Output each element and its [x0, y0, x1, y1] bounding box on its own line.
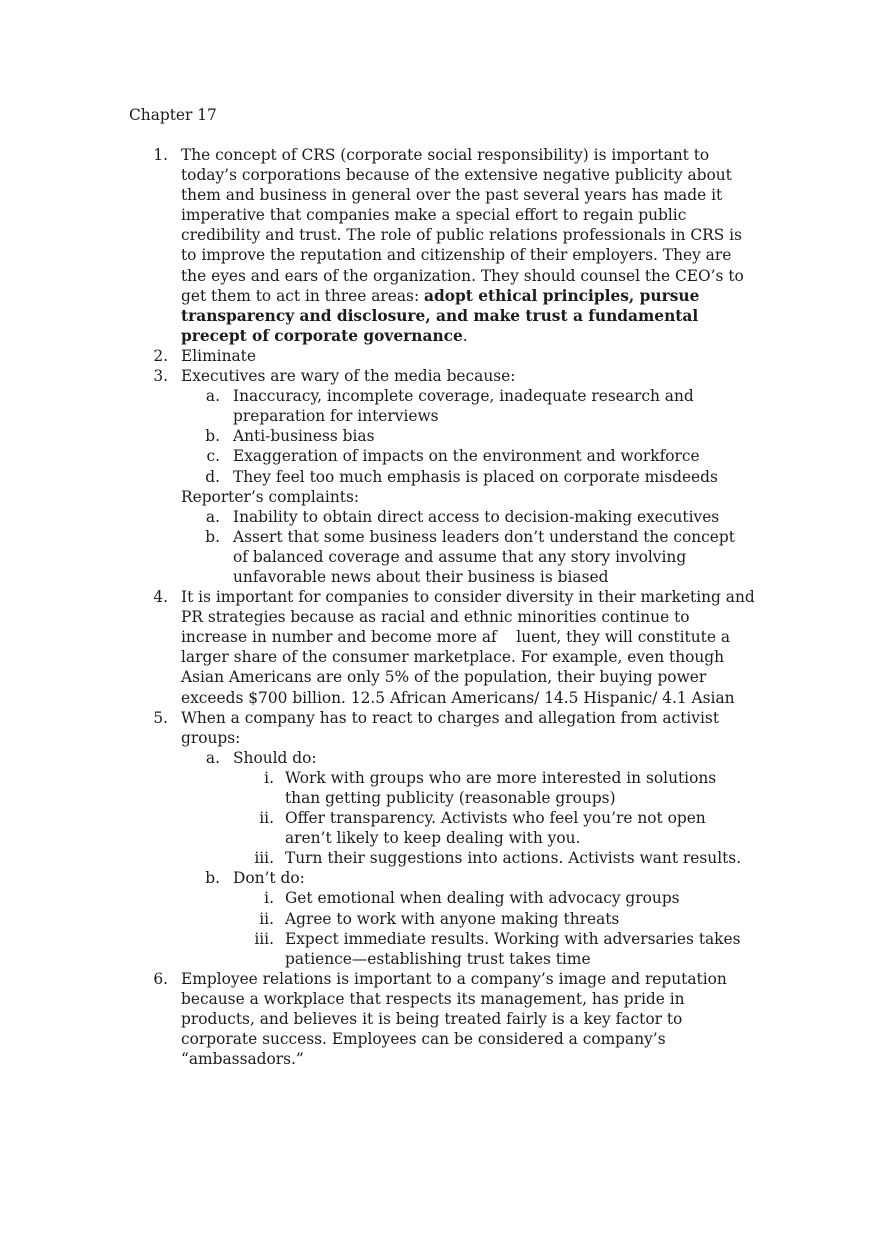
list-marker: 4.: [153, 588, 168, 607]
list-item-text: It is important for companies to consider diversity in their marketing and PR strategies because as racial and ethnic minorities continue to increase in number and become more af luent, they will constitute a larger share of the consumer marketplace. For example, even though Asian Americans are only 5% of the population, their buying power exceeds $700 billion. 12.5 African Americans/ 14.5 Hispanic/ 4.1 Asian: [181, 588, 760, 707]
list-item-text: Don’t do:: [233, 869, 305, 888]
list-item: [0, 708, 880, 748]
list-marker: i.: [264, 768, 274, 787]
list-item: [0, 366, 880, 386]
list-marker: a.: [205, 387, 220, 406]
list-marker: 3.: [153, 367, 168, 386]
list-marker: a.: [205, 748, 220, 767]
list-marker: 2.: [153, 346, 168, 365]
list-marker: b.: [205, 527, 220, 546]
list-item-text: Work with groups who are more interested in solutions than getting publicity (reasonable groups): [285, 768, 717, 807]
list-marker: c.: [206, 447, 220, 466]
list-item: [0, 346, 880, 366]
list-marker: 1.: [153, 146, 168, 164]
list-item: [0, 145, 880, 346]
sub-sub-list-item: [0, 768, 880, 808]
list-item-text: Inaccuracy, incomplete coverage, inadequate research and preparation for interviews: [233, 387, 694, 426]
list-item-text: Executives are wary of the media because:: [181, 367, 516, 386]
list-item-text: Turn their suggestions into actions. Activists want results.: [285, 849, 742, 868]
list-item-text: Anti-business bias: [233, 427, 375, 446]
continuation-text: Reporter’s complaints:: [181, 487, 360, 506]
sub-sub-list-item: [0, 909, 880, 929]
item-text-tail: .: [462, 326, 468, 345]
list-item-text: When a company has to react to charges and allegation from activist groups:: [181, 708, 720, 747]
sub-sub-list-item: [0, 929, 880, 969]
item-text: The concept of CRS (corporate social responsibility) is important to today’s corporations because of the extensive negative publicity about them and business in general over the past several years has made it imperative that companies make a special effort to regain public credibility and trust. The role of public relations professionals in CRS is to improve the reputation and citizenship of their employers. They are the eyes and ears of the organization. They should counsel the CEO’s to get them to act in three areas:: [181, 146, 744, 305]
list-marker: 5.: [153, 708, 168, 727]
list-marker: a.: [205, 507, 220, 526]
list-item-text: Exaggeration of impacts on the environment and workforce: [233, 447, 700, 466]
sub-list-item: [0, 527, 880, 587]
list-item: [0, 587, 880, 708]
list-item-text: Should do:: [233, 748, 317, 767]
sub-sub-list-item: [0, 888, 880, 908]
list-marker: i.: [264, 889, 274, 908]
list-marker: b.: [205, 427, 220, 446]
list-marker: ii.: [259, 809, 274, 828]
answer-list: [0, 145, 880, 1069]
list-marker: d.: [205, 467, 220, 486]
sub-sub-list-item: [0, 848, 880, 868]
sub-list-item: [0, 386, 880, 426]
list-item-text: Eliminate: [181, 346, 256, 365]
list-marker: ii.: [259, 909, 274, 928]
list-item-text: Assert that some business leaders don’t understand the concept of balanced coverage and assume that any story involving unfavorable news about their business is biased: [233, 527, 735, 586]
sub-list-item: [0, 507, 880, 527]
list-item-text: Expect immediate results. Working with adversaries takes patience—establishing trust takes time: [285, 929, 741, 968]
bold-emphasis: adopt ethical principles, pursue transparency and disclosure, and make trust a fundamental precept of corporate governance: [181, 286, 700, 345]
sub-list-item: [0, 868, 880, 888]
list-item-text: Agree to work with anyone making threats: [285, 909, 620, 928]
list-item-text: [181, 145, 759, 346]
list-item-text: Inability to obtain direct access to decision-making executives: [233, 507, 720, 526]
sub-list-item: [0, 467, 880, 487]
sub-list-item: [0, 426, 880, 446]
sub-sub-list-item: [0, 808, 880, 848]
list-item-text: Offer transparency. Activists who feel you’re not open aren’t likely to keep dealing with you.: [285, 809, 706, 848]
list-item-text: Get emotional when dealing with advocacy groups: [285, 889, 680, 908]
list-marker: iii.: [254, 849, 274, 868]
list-continuation: [0, 487, 880, 507]
sub-list-item: [0, 748, 880, 768]
list-marker: 6.: [153, 969, 168, 988]
sub-list-item: [0, 446, 880, 466]
list-item-text: Employee relations is important to a company’s image and reputation because a workplace that respects its management, has pride in products, and believes it is being treated fairly is a key factor to corporate success. Employees can be considered a company’s “ambassadors.”: [181, 969, 727, 1069]
chapter-heading: Chapter 17: [129, 106, 217, 124]
list-marker: b.: [205, 869, 220, 888]
list-item: [0, 969, 880, 1069]
list-marker: iii.: [254, 929, 274, 948]
list-item-text: They feel too much emphasis is placed on corporate misdeeds: [233, 467, 718, 486]
